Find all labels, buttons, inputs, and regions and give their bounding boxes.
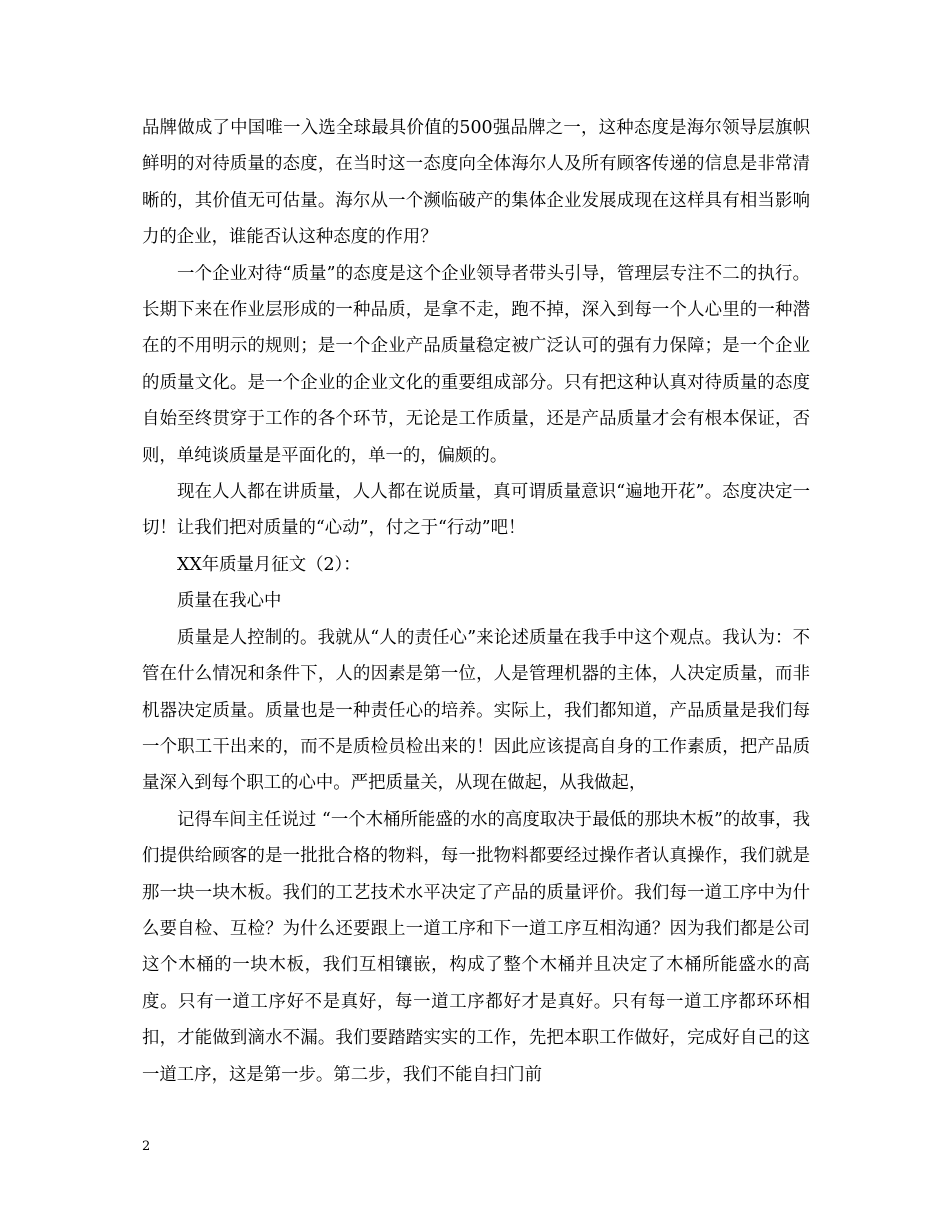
essay-heading: XX年质量月征文（2）： xyxy=(177,554,361,575)
paragraph: 品牌做成了中国唯一入选全球最具价值的500强品牌之一，这种态度是海尔领导层旗帜鲜明的对待质量的态度，在当时这一态度向全体海尔人及所有顾客传递的信息是非常清晰的，其价值无可估量。海尔从一个濒临破产的集体企业发展成现在这样具有相当影响力的企业，谁能否认这种态度的作用？ xyxy=(142,118,810,248)
paragraph: 质量是人控制的。我就从“人的责任心”来论述质量在我手中这个观点。我认为：不管在什么情况和条件下，人的因素是第一位，人是管理机器的主体，人决定质量，而非机器决定质量。质量也是一种责任心的培养。实际上，我们都知道，产品质量是我们每一个职工干出来的，而不是质检员检出来的！因此应该提高自身的工作素质，把产品质量深入到每个职工的心中。严把质量关，从现在做起，从我做起， xyxy=(142,627,810,794)
paragraph: 一个企业对待“质量”的态度是这个企业领导者带头引导，管理层专注不二的执行。长期下来在作业层形成的一种品质，是拿不走，跑不掉，深入到每一个人心里的一种潜在的不用明示的规则；是一个企业产品质量稳定被广泛认可的强有力保障；是一个企业的质量文化。是一个企业的企业文化的重要组成部分。只有把这种认真对待质量的态度自始至终贯穿于工作的各个环节，无论是工作质量，还是产品质量才会有根本保证，否则，单纯谈质量是平面化的，单一的，偏颇的。 xyxy=(142,263,810,466)
paragraph: 现在人人都在讲质量，人人都在说质量，真可谓质量意识“遍地开花”。态度决定一切！让我们把对质量的“心动”，付之于“行动”吧！ xyxy=(142,482,810,539)
page-number: 2 xyxy=(142,1139,151,1154)
body-text xyxy=(142,110,810,1093)
paragraph: 记得车间主任说过 “一个木桶所能盛的水的高度取决于最低的那块木板”的故事，我们提供给顾客的是一批批合格的物料，每一批物料都要经过操作者认真操作，我们就是那一块一块木板。我们的工艺技术水平决定了产品的质量评价。我们每一道工序中为什么要自检、互检？为什么还要跟上一道工序和下一道工序互相沟通？因为我们都是公司这个木桶的一块木板，我们互相镶嵌，构成了整个木桶并且决定了木桶所能盛水的高度。只有一道工序好不是真好，每一道工序都好才是真好。只有每一道工序都环环相扣，才能做到滴水不漏。我们要踏踏实实的工作，先把本职工作做好，完成好自己的这一道工序，这是第一步。第二步，我们不能自扫门前 xyxy=(142,809,810,1085)
essay-title: 质量在我心中 xyxy=(177,591,282,612)
